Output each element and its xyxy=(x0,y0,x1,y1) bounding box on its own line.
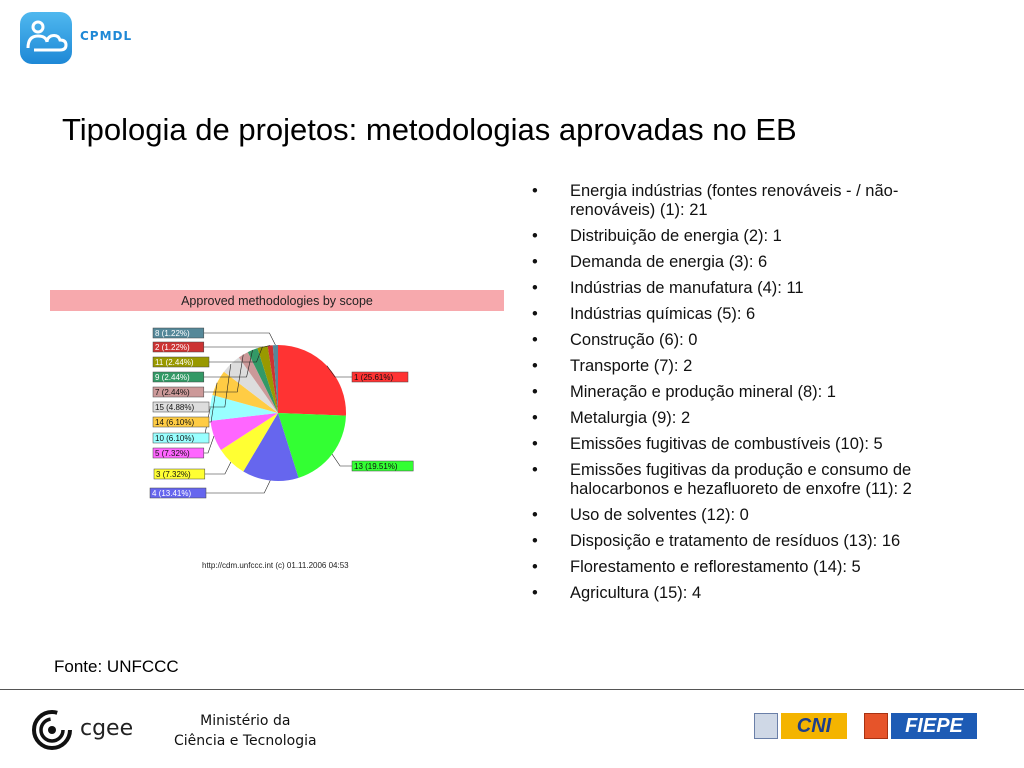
scope-list-item xyxy=(532,279,972,298)
scope-list-item xyxy=(532,506,972,525)
scope-list-item xyxy=(532,357,972,376)
cni-logo xyxy=(754,713,846,739)
scope-list-item xyxy=(532,305,972,324)
scope-list-item xyxy=(532,532,972,551)
pie-leader-line xyxy=(206,481,270,493)
scope-list-text: Disposição e tratamento de resíduos (13): 16 xyxy=(570,532,901,550)
scope-list-text: Transporte (7): 2 xyxy=(570,357,693,375)
pie-slice xyxy=(278,345,346,416)
scope-list-text: Metalurgia (9): 2 xyxy=(570,409,691,427)
bullet-icon: • xyxy=(532,305,538,323)
fiepe-wordmark: FIEPE xyxy=(891,713,977,739)
scope-list-item xyxy=(532,383,972,402)
scope-list-text: Distribuição de energia (2): 1 xyxy=(570,227,782,245)
scope-list-text: Emissões fugitivas da produção e consumo de halocarbonos e hezafluoreto de enxofre (11): 2 xyxy=(570,461,912,498)
pie-leader-line xyxy=(205,462,231,474)
bullet-icon: • xyxy=(532,331,538,349)
pie-label: 9 (2.44%) xyxy=(155,373,190,382)
scope-list-text: Indústrias de manufatura (4): 11 xyxy=(570,279,804,297)
scope-list-text: Florestamento e reflorestamento (14): 5 xyxy=(570,558,861,576)
bullet-icon: • xyxy=(532,227,538,245)
bullet-icon: • xyxy=(532,253,538,271)
pie-chart xyxy=(50,288,506,578)
footer-divider xyxy=(0,689,1024,690)
bullet-icon: • xyxy=(532,461,538,479)
scope-list-item xyxy=(532,182,972,220)
cloud-person-icon xyxy=(20,12,72,64)
scope-list-item xyxy=(532,253,972,272)
bullet-icon: • xyxy=(532,279,538,297)
bullet-icon: • xyxy=(532,357,538,375)
scope-list-item xyxy=(532,461,972,499)
scope-list-item xyxy=(532,409,972,428)
page-title: Tipologia de projetos: metodologias aprovadas no EB xyxy=(62,112,797,147)
bullet-icon: • xyxy=(532,182,538,200)
pie-label: 2 (1.22%) xyxy=(155,343,190,352)
pie-label: 3 (7.32%) xyxy=(156,470,191,479)
pie-leader-line xyxy=(332,454,352,466)
bullet-icon: • xyxy=(532,383,538,401)
scope-list-text: Uso de solventes (12): 0 xyxy=(570,506,749,524)
fiepe-logo xyxy=(864,713,978,739)
scope-list-text: Construção (6): 0 xyxy=(570,331,698,349)
scope-list-text: Demanda de energia (3): 6 xyxy=(570,253,768,271)
bullet-icon: • xyxy=(532,532,538,550)
scope-list-text: Mineração e produção mineral (8): 1 xyxy=(570,383,836,401)
pie-label: 13 (19.51%) xyxy=(354,462,398,471)
pie-label: 4 (13.41%) xyxy=(152,489,192,498)
scope-list-text: Energia indústrias (fontes renováveis - / não- renováveis) (1): 21 xyxy=(570,182,899,219)
cpmdl-logo xyxy=(20,12,172,66)
chart-title: Approved methodologies by scope xyxy=(181,294,373,308)
bullet-icon: • xyxy=(532,506,538,524)
bullet-icon: • xyxy=(532,558,538,576)
scope-list-item xyxy=(532,584,972,603)
pie-leader-line xyxy=(204,333,276,345)
ministerio-line-1: Ministério da xyxy=(200,713,291,729)
cgee-swirl-icon xyxy=(30,708,74,752)
pie-label: 8 (1.22%) xyxy=(155,329,190,338)
bullet-icon: • xyxy=(532,584,538,602)
scope-list-item xyxy=(532,227,972,246)
pie-label: 14 (6.10%) xyxy=(155,418,195,427)
bullet-icon: • xyxy=(532,409,538,427)
scope-list-text: Agricultura (15): 4 xyxy=(570,584,702,602)
scope-list-item xyxy=(532,435,972,454)
scope-list-item xyxy=(532,331,972,350)
logo-text: CPMDL xyxy=(80,29,133,43)
pie-label: 1 (25.61%) xyxy=(354,373,394,382)
source-note: Fonte: UNFCCC xyxy=(54,657,179,676)
ministerio-wordmark xyxy=(174,711,317,751)
pie-label: 10 (6.10%) xyxy=(155,434,195,443)
cni-wordmark: CNI xyxy=(781,713,847,739)
cni-emblem-icon xyxy=(754,713,778,739)
bullet-icon: • xyxy=(532,435,538,453)
pie-label: 11 (2.44%) xyxy=(155,358,194,367)
scope-list xyxy=(532,182,972,610)
scope-list-text: Emissões fugitivas de combustíveis (10): 5 xyxy=(570,435,883,453)
pie-label: 15 (4.88%) xyxy=(155,403,195,412)
cgee-wordmark: cgee xyxy=(80,716,134,741)
chart-footer: http://cdm.unfccc.int (c) 01.11.2006 04:53 xyxy=(202,561,349,570)
fiepe-emblem-icon xyxy=(864,713,888,739)
pie-leader-line xyxy=(204,345,270,347)
pie-label: 5 (7.32%) xyxy=(155,449,190,458)
pie-label: 7 (2.44%) xyxy=(155,388,190,397)
scope-list-text: Indústrias químicas (5): 6 xyxy=(570,305,756,323)
scope-list-item xyxy=(532,558,972,577)
ministerio-line-2: Ciência e Tecnologia xyxy=(174,733,317,749)
